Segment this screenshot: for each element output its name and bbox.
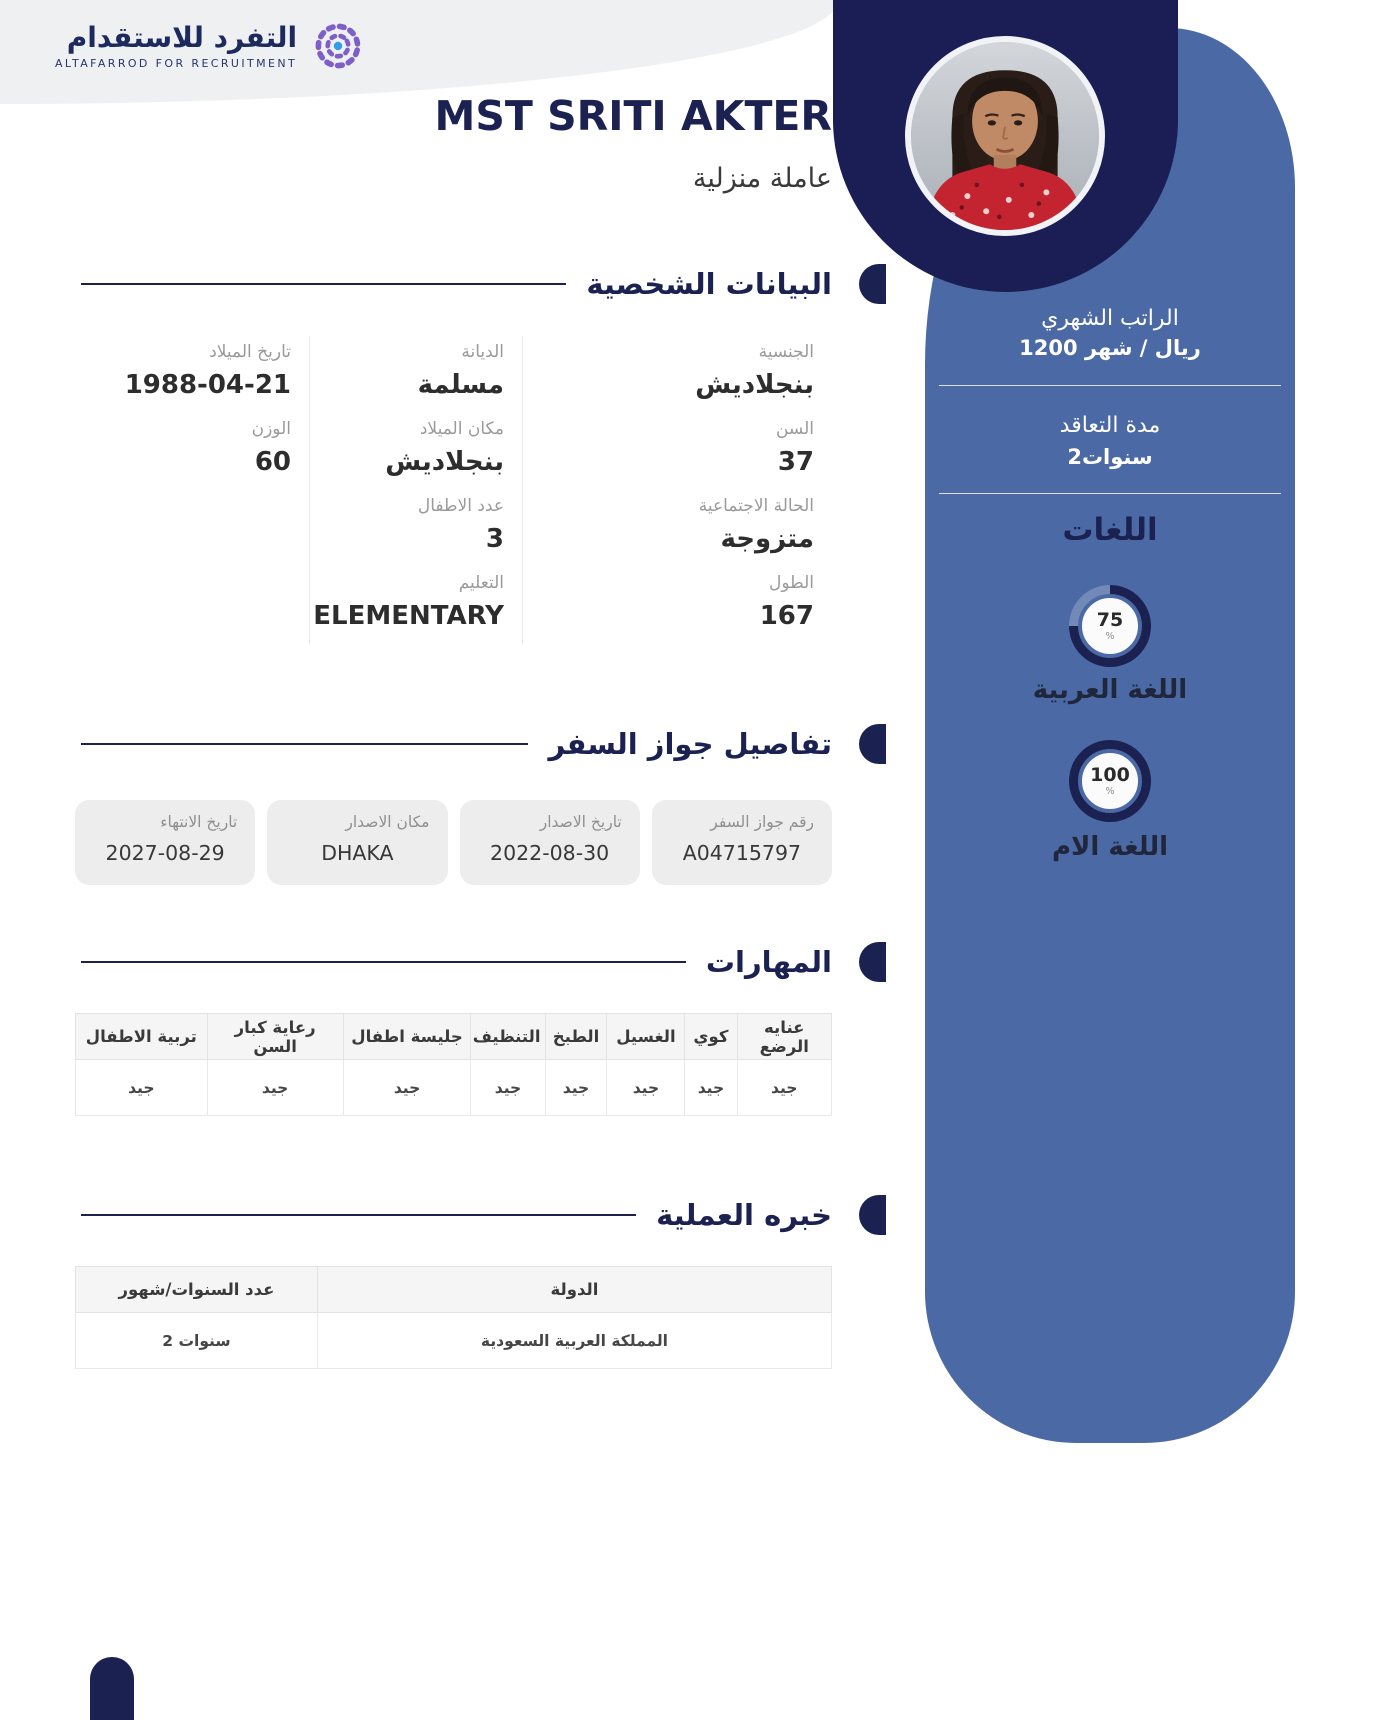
- skill-column-header: رعاية كبار السن: [207, 1014, 343, 1060]
- field-height: [523, 567, 832, 644]
- field-value: مسلمة: [417, 369, 504, 400]
- field-value: 1988-04-21: [124, 369, 291, 400]
- personal-column: [310, 336, 523, 644]
- field-label: الجنسية: [758, 342, 814, 362]
- skill-rating: جيد: [207, 1060, 343, 1116]
- field-label: عدد الاطفال: [417, 496, 504, 516]
- field-education: [310, 567, 522, 644]
- languages-title: اللغات: [1062, 512, 1158, 548]
- brand-title-arabic: التفرد للاستقدام: [66, 20, 298, 54]
- section-header-passport: [75, 722, 832, 766]
- passport-issue-date-card: [460, 800, 640, 885]
- experience-country: المملكة العربية السعودية: [317, 1313, 831, 1369]
- brand-subtitle-english: ALTAFARROD FOR RECRUITMENT: [55, 57, 298, 71]
- card-label: رقم جواز السفر: [710, 813, 814, 831]
- experience-duration-header: عدد السنوات/شهور: [76, 1267, 318, 1313]
- field-nationality: [523, 336, 832, 413]
- skill-column-header: كوي: [685, 1014, 737, 1060]
- sidebar-divider: [939, 493, 1281, 494]
- field-label: مكان الميلاد: [419, 419, 504, 439]
- field-children-count: [310, 490, 522, 567]
- section-underline: [81, 283, 566, 285]
- skill-column-header: الغسيل: [607, 1014, 685, 1060]
- field-label: التعليم: [458, 573, 504, 593]
- language-percent: 100: [1090, 763, 1130, 786]
- language-name: اللغة العربية: [1032, 675, 1188, 705]
- passport-cards: [75, 800, 832, 885]
- language-percent-unit: %: [1105, 630, 1115, 642]
- field-label: تاريخ الميلاد: [209, 342, 291, 362]
- skill-rating: جيد: [685, 1060, 737, 1116]
- passport-issue-place-card: [267, 800, 447, 885]
- experience-header-row: [76, 1267, 832, 1313]
- contract-value-text: 2سنوات: [1067, 445, 1153, 469]
- skill-rating: جيد: [343, 1060, 471, 1116]
- skill-column-header: عنايه الرضع: [737, 1014, 832, 1060]
- skill-rating: جيد: [76, 1060, 208, 1116]
- field-value: بنجلاديش: [385, 446, 504, 477]
- salary-label: الراتب الشهري: [1041, 306, 1179, 331]
- language-percent: 75: [1096, 608, 1124, 631]
- passport-number-card: [652, 800, 832, 885]
- experience-duration-text: 2 سنوات: [162, 1331, 231, 1350]
- skill-column-header: الطبخ: [545, 1014, 607, 1060]
- card-label: مكان الاصدار: [345, 813, 430, 831]
- field-value: بنجلاديش: [695, 369, 814, 400]
- section-underline: [81, 1214, 636, 1216]
- language-name: اللغة الام: [1051, 832, 1169, 862]
- logo-mark-icon: [310, 18, 366, 74]
- field-religion: [310, 336, 522, 413]
- skill-column-header: جليسة اطفال: [343, 1014, 471, 1060]
- skill-rating: جيد: [737, 1060, 832, 1116]
- skill-column-header: تربية الاطفال: [76, 1014, 208, 1060]
- candidate-name: MST SRITI AKTER: [434, 92, 832, 140]
- field-value: 60: [254, 446, 291, 477]
- contract-label: مدة التعاقد: [1059, 413, 1161, 438]
- section-title: تفاصيل جواز السفر: [548, 727, 832, 761]
- main-content: [75, 92, 832, 1369]
- field-value: متزوجة: [720, 523, 814, 554]
- skill-column-header: التنظيف: [471, 1014, 545, 1060]
- skill-rating: جيد: [545, 1060, 607, 1116]
- section-title: خبره العملية: [656, 1198, 832, 1232]
- field-value: 3: [485, 523, 504, 554]
- field-label: الديانة: [461, 342, 504, 362]
- field-birthdate: [75, 336, 309, 413]
- field-age: [523, 413, 832, 490]
- section-header-personal: [75, 262, 832, 306]
- field-value: ELEMENTARY: [313, 600, 504, 631]
- personal-column: [523, 336, 832, 644]
- section-marker-icon: [859, 1195, 886, 1235]
- personal-data-grid: [75, 336, 832, 644]
- section-marker-icon: [859, 724, 886, 764]
- field-label: السن: [775, 419, 814, 439]
- salary-value: [925, 336, 1295, 360]
- field-birthplace: [310, 413, 522, 490]
- skills-table: [75, 1013, 832, 1116]
- personal-column: [75, 336, 310, 644]
- brand-logo: [55, 6, 366, 86]
- contract-value: [925, 445, 1295, 469]
- experience-table: [75, 1266, 832, 1369]
- language-progress-core: [1078, 594, 1142, 658]
- passport-expiry-date-card: [75, 800, 255, 885]
- field-label: الحالة الاجتماعية: [698, 496, 814, 516]
- candidate-job-title: عاملة منزلية: [692, 163, 832, 194]
- section-header-skills: [75, 940, 832, 984]
- card-label: تاريخ الاصدار: [539, 813, 622, 831]
- card-label: تاريخ الانتهاء: [160, 813, 238, 831]
- language-progress-ring: [1069, 585, 1151, 667]
- field-value: 37: [777, 446, 814, 477]
- section-marker-icon: [859, 942, 886, 982]
- section-header-experience: [75, 1193, 832, 1237]
- field-marital-status: [523, 490, 832, 567]
- section-title: البيانات الشخصية: [586, 267, 832, 301]
- field-label: الطول: [769, 573, 814, 593]
- card-value: 2022-08-30: [490, 841, 610, 865]
- card-value: A04715797: [682, 841, 802, 865]
- section-underline: [81, 961, 686, 963]
- bottom-decorative-tab: [90, 1657, 134, 1720]
- field-weight: [75, 413, 309, 490]
- skills-header-row: [76, 1014, 832, 1060]
- field-label: الوزن: [251, 419, 291, 439]
- experience-country-header: الدولة: [317, 1267, 831, 1313]
- experience-duration: [76, 1313, 318, 1369]
- section-title: المهارات: [705, 945, 832, 979]
- skill-rating: جيد: [471, 1060, 545, 1116]
- section-marker-icon: [859, 264, 886, 304]
- experience-row: [76, 1313, 832, 1369]
- card-value: 2027-08-29: [105, 841, 225, 865]
- card-value: DHAKA: [321, 841, 394, 865]
- skill-rating: جيد: [607, 1060, 685, 1116]
- skills-value-row: [76, 1060, 832, 1116]
- sidebar-content: [925, 28, 1295, 1443]
- language-progress-core: [1078, 749, 1142, 813]
- language-percent-unit: %: [1105, 785, 1115, 797]
- field-value: 167: [759, 600, 814, 631]
- salary-value-text: 1200 ريال / شهر: [1019, 336, 1201, 360]
- sidebar-divider: [939, 385, 1281, 386]
- brand-text: [55, 22, 297, 70]
- section-underline: [81, 743, 528, 745]
- language-progress-ring: [1069, 740, 1151, 822]
